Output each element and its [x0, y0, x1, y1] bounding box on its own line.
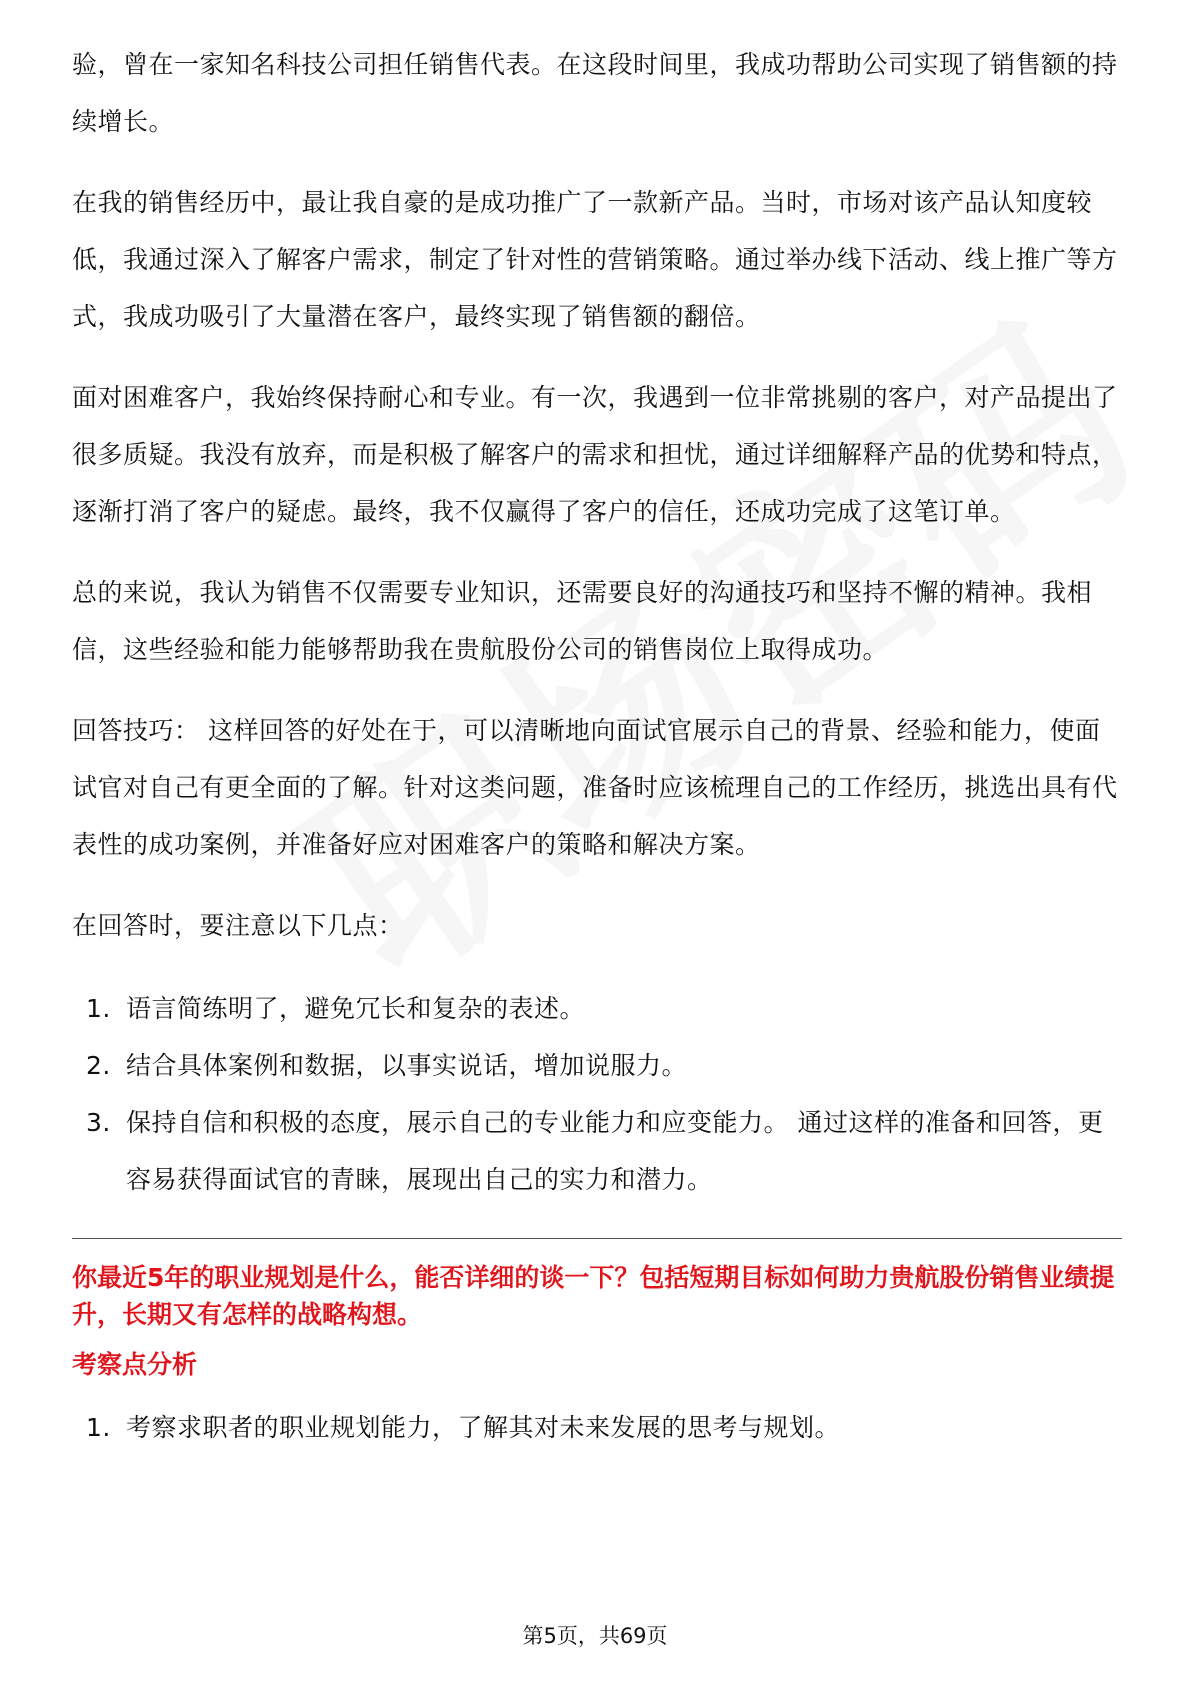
list-number: 3.: [86, 1108, 111, 1137]
paragraph-answer-tips: 回答技巧： 这样回答的好处在于，可以清晰地向面试官展示自己的背景、经验和能力，使面试官对自己有更全面的了解。针对这类问题，准备时应该梳理自己的工作经历，挑选出具有代表性的成功案例，并准备好应对困难客户的策略和解决方案。: [72, 716, 1118, 859]
list-item: [72, 1037, 1122, 1094]
page-number: 第5页，共69页: [522, 1624, 668, 1648]
analysis-list: [72, 1399, 1122, 1456]
list-item: [72, 1399, 1122, 1456]
section-divider: [72, 1238, 1122, 1239]
paragraph-difficult-client: 面对困难客户，我始终保持耐心和专业。有一次，我遇到一位非常挑剔的客户，对产品提出了很多质疑。我没有放弃，而是积极了解客户的需求和担忧，通过详细解释产品的优势和特点，逐渐打消了客户的疑虑。最终，我不仅赢得了客户的信任，还成功完成了这笔订单。: [72, 383, 1118, 526]
list-number: 2.: [86, 1051, 111, 1080]
paragraph-summary: 总的来说，我认为销售不仅需要专业知识，还需要良好的沟通技巧和坚持不懈的精神。我相信，这些经验和能力能够帮助我在贵航股份公司的销售岗位上取得成功。: [72, 578, 1093, 664]
interview-question: 你最近5年的职业规划是什么，能否详细的谈一下？包括短期目标如何助力贵航股份销售业绩提升，长期又有怎样的战略构想。: [72, 1263, 1115, 1329]
list-number: 1.: [86, 994, 111, 1023]
document-page: [72, 36, 1122, 1456]
list-item: [72, 980, 1122, 1037]
paragraph-points-intro: 在回答时，要注意以下几点：: [72, 911, 404, 940]
analysis-heading: 考察点分析: [72, 1350, 198, 1379]
list-item: [72, 1094, 1122, 1208]
list-text: 结合具体案例和数据，以事实说话，增加说服力。: [126, 1051, 688, 1080]
list-text: 保持自信和积极的态度，展示自己的专业能力和应变能力。 通过这样的准备和回答，更容易获得面试官的青睐，展现出自己的实力和潜力。: [126, 1108, 1104, 1194]
paragraph-experience-intro: 验，曾在一家知名科技公司担任销售代表。在这段时间里，我成功帮助公司实现了销售额的持续增长。: [72, 50, 1118, 136]
list-text: 语言简练明了，避免冗长和复杂的表述。: [126, 994, 586, 1023]
tips-list: [72, 980, 1122, 1208]
list-text: 考察求职者的职业规划能力，了解其对未来发展的思考与规划。: [126, 1413, 841, 1442]
paragraph-product-promotion: 在我的销售经历中，最让我自豪的是成功推广了一款新产品。当时，市场对该产品认知度较低，我通过深入了解客户需求，制定了针对性的营销策略。通过举办线下活动、线上推广等方式，我成功吸引了大量潜在客户，最终实现了销售额的翻倍。: [72, 188, 1118, 331]
list-number: 1.: [86, 1413, 111, 1442]
